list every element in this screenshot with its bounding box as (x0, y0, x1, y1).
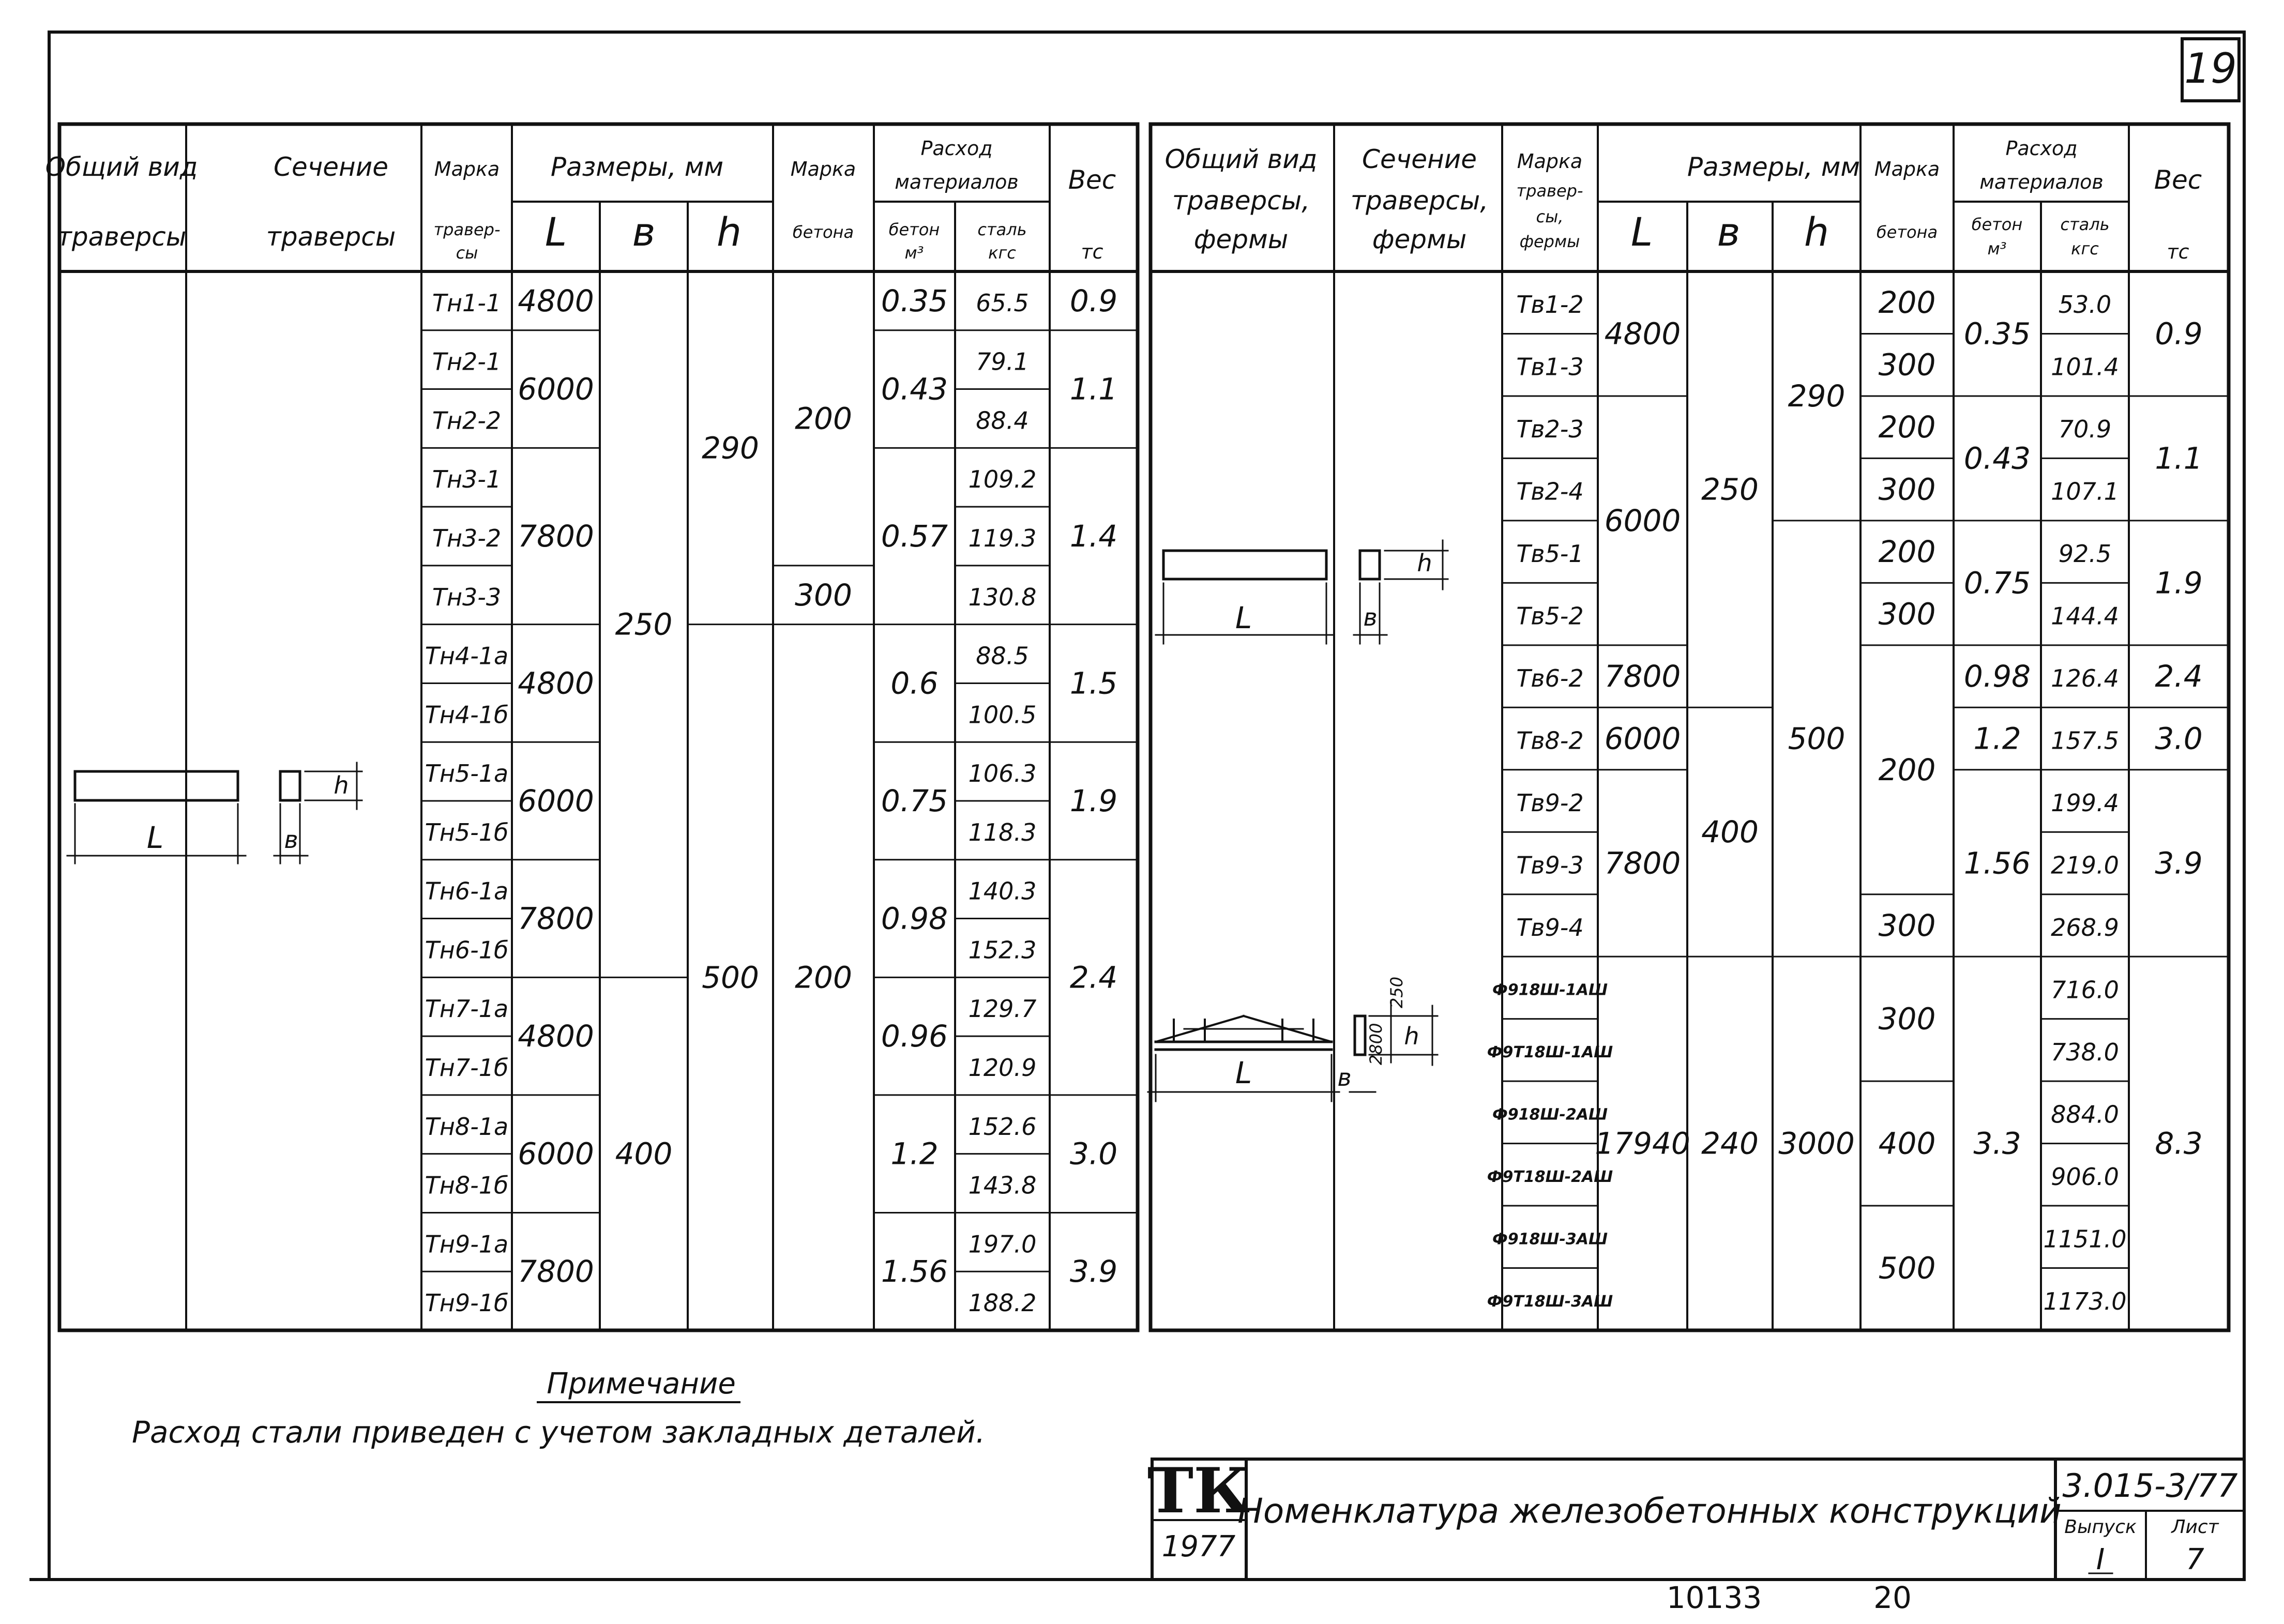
left-traverse-section-sketch (274, 763, 362, 863)
right-steel-cell: 219.0 (2051, 851, 2119, 879)
left-steel-cell: 197.0 (968, 1230, 1037, 1258)
left-header-mark-3: сы (456, 243, 478, 263)
right-mark-cell: Ф9Т18Ш-3АШ (1487, 1292, 1613, 1311)
left-header-mark-2: травер- (433, 220, 501, 239)
title-block-issue-label: Выпуск (2064, 1516, 2137, 1538)
left-header-mark: Марка (434, 158, 500, 180)
right-header-mark-4: фермы (1519, 232, 1580, 251)
right-concrete-value: 0.75 (1963, 565, 2031, 601)
right-grade-value: 300 (1878, 347, 1936, 383)
right-steel-cell: 268.9 (2051, 913, 2119, 942)
title-block (1147, 1454, 2244, 1580)
right-header-h: h (1804, 209, 1829, 255)
right-table-body (1487, 285, 2203, 1315)
left-header-concrete: бетон (888, 220, 940, 239)
right-truss-sketch-h: h (1404, 1022, 1419, 1050)
right-header-materials: Расход (2005, 137, 2078, 160)
right-header-weight: Вес (2154, 165, 2202, 195)
right-grade-value: 300 (1878, 907, 1936, 943)
left-header-general-view-2: траверсы (56, 222, 187, 252)
left-header-steel: сталь (977, 220, 1027, 239)
right-sketch-b: в (1363, 603, 1378, 631)
left-mark-cell: Тн4-1б (425, 701, 509, 729)
left-h-value: 500 (702, 960, 759, 995)
right-weight-value: 1.1 (2155, 441, 2203, 476)
left-mark-cell: Тн7-1б (425, 1054, 509, 1082)
right-header-b: в (1717, 209, 1741, 255)
left-L-value: 7800 (518, 901, 594, 936)
left-mark-cell: Тн2-1 (432, 347, 502, 376)
right-traverse-section-sketch (1354, 540, 1448, 644)
right-mark-cell: Ф9Т18Ш-2АШ (1487, 1167, 1613, 1186)
left-L-value: 6000 (518, 783, 594, 818)
right-header-steel-2: кгс (2071, 239, 2099, 259)
left-L-value: 4800 (518, 1019, 594, 1054)
left-header-b: в (632, 209, 656, 255)
left-header-grade-2: бетона (792, 222, 854, 242)
right-h-value: 290 (1788, 378, 1846, 414)
page-number: 19 (2184, 44, 2237, 93)
right-grade-value: 200 (1878, 285, 1936, 321)
right-steel-cell: 738.0 (2051, 1038, 2119, 1066)
left-weight-value: 3.0 (1069, 1136, 1118, 1172)
right-grade-value: 200 (1878, 752, 1936, 787)
right-mark-cell: Тв6-2 (1516, 664, 1584, 693)
right-h-value: 500 (1788, 721, 1846, 756)
left-weight-value: 1.9 (1069, 783, 1118, 818)
right-header-materials-2: материалов (1979, 171, 2104, 193)
right-steel-cell: 101.4 (2051, 353, 2119, 381)
left-steel-cell: 152.6 (968, 1112, 1037, 1141)
right-L-value: 7800 (1604, 845, 1681, 881)
right-header-concrete: бетон (1971, 215, 2023, 234)
left-mark-cell: Тн9-1а (425, 1230, 509, 1258)
left-L-value: 7800 (518, 519, 594, 554)
left-sketch-L: L (146, 820, 164, 855)
right-grade-value: 300 (1878, 1001, 1936, 1037)
title-block-title: Номенклатура железобетонных конструкций (1237, 1491, 2062, 1531)
left-header-grade: Марка (790, 158, 856, 180)
right-header-section-2: траверсы, (1350, 186, 1489, 216)
left-steel-cell: 140.3 (968, 877, 1037, 905)
left-concrete-value: 0.35 (881, 283, 948, 318)
right-truss-sketch-L: L (1235, 1055, 1252, 1090)
right-grade-value: 200 (1878, 409, 1936, 445)
right-mark-cell: Ф918Ш-1АШ (1492, 981, 1608, 999)
left-header-section-2: траверсы (266, 222, 396, 252)
right-table-header (1165, 137, 2202, 263)
left-L-value: 4800 (518, 665, 594, 701)
left-concrete-value: 0.98 (881, 901, 948, 936)
right-concrete-value: 3.3 (1973, 1126, 2021, 1161)
right-header-grade-2: бетона (1876, 222, 1938, 242)
left-concrete-value: 1.56 (881, 1254, 948, 1289)
right-grade-value: 300 (1878, 472, 1936, 507)
right-steel-cell: 144.4 (2051, 602, 2119, 630)
left-mark-cell: Тн5-1а (425, 760, 509, 788)
left-header-section: Сечение (274, 152, 388, 182)
note-text: Расход стали приведен с учетом закладных деталей. (132, 1415, 986, 1450)
right-steel-cell: 716.0 (2051, 976, 2119, 1004)
right-header-weight-2: тс (2167, 240, 2189, 263)
right-h-value: 3000 (1778, 1126, 1855, 1161)
right-L-value: 6000 (1604, 503, 1681, 538)
left-steel-cell: 88.5 (976, 642, 1029, 670)
left-steel-cell: 152.3 (968, 936, 1037, 964)
right-header-steel: сталь (2060, 215, 2110, 234)
left-grade-value: 300 (795, 577, 852, 613)
right-header-dims: Размеры, мм (1687, 152, 1861, 182)
left-b-value: 400 (615, 1136, 673, 1172)
left-header-concrete-2: м³ (904, 243, 924, 263)
left-L-value: 6000 (518, 1136, 594, 1172)
title-block-issue: I (2096, 1543, 2105, 1576)
right-mark-cell: Тв5-1 (1516, 540, 1584, 568)
left-mark-cell: Тн7-1а (425, 995, 509, 1023)
left-L-value: 6000 (518, 371, 594, 407)
left-header-h: h (716, 209, 742, 255)
right-mark-cell: Тв2-3 (1516, 415, 1584, 444)
right-steel-cell: 906.0 (2051, 1162, 2119, 1191)
left-concrete-value: 1.2 (890, 1136, 939, 1172)
right-mark-cell: Тв8-2 (1516, 726, 1584, 755)
left-sketch-h: h (334, 771, 349, 799)
right-mark-cell: Тв2-4 (1516, 477, 1584, 506)
left-steel-cell: 106.3 (968, 760, 1037, 788)
right-weight-value: 3.9 (2155, 845, 2203, 881)
left-mark-cell: Тн5-1б (425, 818, 509, 846)
right-header-grade: Марка (1874, 158, 1940, 180)
right-b-value: 400 (1701, 814, 1759, 850)
right-weight-value: 3.0 (2155, 721, 2203, 756)
right-header-mark-2: травер- (1516, 181, 1583, 201)
left-mark-cell: Тн8-1б (425, 1171, 509, 1200)
right-header-general-view-2: траверсы, (1172, 186, 1310, 216)
right-concrete-value: 1.2 (1973, 721, 2021, 756)
left-header-materials: Расход (920, 137, 993, 160)
left-mark-cell: Тн8-1а (425, 1112, 509, 1141)
left-header-weight-2: тс (1081, 240, 1103, 263)
right-traverse-view-sketch (1156, 551, 1334, 644)
left-L-value: 4800 (518, 283, 594, 318)
right-grade-value: 400 (1878, 1126, 1936, 1161)
left-L-value: 7800 (518, 1254, 594, 1289)
title-block-sheet: 7 (2186, 1543, 2204, 1576)
left-grade-value: 200 (795, 960, 852, 995)
right-truss-sketch-d1: 250 (1387, 976, 1406, 1008)
left-steel-cell: 143.8 (968, 1171, 1037, 1200)
right-mark-cell: Тв9-2 (1516, 789, 1584, 817)
right-weight-value: 2.4 (2155, 659, 2203, 694)
right-sketch-L: L (1235, 600, 1252, 635)
left-header-L: L (544, 209, 567, 255)
right-b-value: 240 (1701, 1126, 1759, 1161)
right-mark-cell: Ф918Ш-2АШ (1492, 1105, 1608, 1124)
left-concrete-value: 0.43 (881, 371, 948, 407)
left-steel-cell: 65.5 (976, 289, 1029, 317)
right-mark-cell: Ф9Т18Ш-1АШ (1487, 1043, 1613, 1061)
right-grade-value: 300 (1878, 596, 1936, 632)
title-block-sheet-label: Лист (2171, 1516, 2219, 1538)
right-b-value: 250 (1701, 472, 1759, 507)
left-weight-value: 2.4 (1069, 960, 1118, 995)
left-steel-cell: 109.2 (968, 465, 1037, 494)
left-steel-cell: 120.9 (968, 1054, 1037, 1082)
left-concrete-value: 0.57 (881, 519, 948, 554)
right-L-value: 7800 (1604, 659, 1681, 694)
right-header-section: Сечение (1362, 144, 1477, 174)
right-weight-value: 0.9 (2155, 316, 2203, 352)
right-grade-value: 200 (1878, 534, 1936, 570)
left-weight-value: 1.5 (1069, 665, 1118, 701)
right-mark-cell: Ф918Ш-3АШ (1492, 1230, 1608, 1249)
left-weight-value: 3.9 (1069, 1254, 1118, 1289)
left-steel-cell: 100.5 (968, 701, 1037, 729)
left-steel-cell: 188.2 (968, 1289, 1037, 1317)
left-steel-cell: 130.8 (968, 583, 1037, 611)
title-block-code: 3.015-3/77 (2062, 1467, 2238, 1505)
right-header-L: L (1630, 209, 1653, 255)
footer-stamp-b: 20 (1873, 1580, 1912, 1615)
left-traverse-view-sketch (67, 771, 246, 863)
right-header-mark-3: сы, (1536, 207, 1564, 226)
title-block-org: ТК (1147, 1454, 1250, 1527)
right-concrete-value: 1.56 (1963, 845, 2031, 881)
right-steel-cell: 1151.0 (2043, 1225, 2127, 1253)
right-steel-cell: 157.5 (2051, 726, 2119, 755)
left-weight-value: 1.4 (1069, 519, 1118, 554)
right-header-mark: Марка (1517, 150, 1583, 173)
left-mark-cell: Тн6-1а (425, 877, 509, 905)
left-steel-cell: 79.1 (976, 347, 1029, 376)
right-L-value: 4800 (1604, 316, 1681, 352)
right-steel-cell: 884.0 (2051, 1100, 2119, 1129)
note-title: Примечание (547, 1367, 736, 1401)
left-mark-cell: Тн3-3 (432, 583, 502, 611)
left-steel-cell: 119.3 (968, 524, 1037, 552)
right-steel-cell: 107.1 (2051, 477, 2119, 506)
right-steel-cell: 70.9 (2058, 415, 2112, 444)
right-steel-cell: 53.0 (2058, 291, 2112, 319)
left-mark-cell: Тн6-1б (425, 936, 509, 964)
right-truss-sketch-d2: 2800 (1366, 1023, 1386, 1065)
left-header-weight: Вес (1068, 165, 1116, 195)
note-block (132, 1367, 985, 1450)
left-mark-cell: Тн1-1 (432, 289, 502, 317)
left-header-general-view: Общий вид (45, 152, 198, 182)
left-concrete-value: 0.96 (881, 1019, 948, 1054)
left-mark-cell: Тн9-1б (425, 1289, 509, 1317)
left-header-dims: Размеры, мм (550, 152, 724, 182)
right-mark-cell: Тв1-2 (1516, 291, 1584, 319)
right-header-general-view-3: фермы (1193, 224, 1289, 254)
left-grade-value: 200 (795, 401, 852, 436)
left-concrete-value: 0.75 (881, 783, 948, 818)
right-mark-cell: Тв9-3 (1516, 851, 1584, 879)
right-L-value: 17940 (1595, 1126, 1690, 1161)
right-header-concrete-2: м³ (1987, 239, 2007, 259)
right-concrete-value: 0.98 (1963, 659, 2031, 694)
right-L-value: 6000 (1604, 721, 1681, 756)
page-number-box (2182, 39, 2239, 101)
right-sketch-h: h (1417, 549, 1432, 577)
left-mark-cell: Тн3-2 (432, 524, 502, 552)
left-steel-cell: 129.7 (968, 995, 1037, 1023)
left-weight-value: 0.9 (1069, 283, 1118, 318)
right-steel-cell: 1173.0 (2043, 1287, 2127, 1315)
right-concrete-value: 0.43 (1963, 441, 2031, 476)
left-header-materials-2: материалов (895, 171, 1019, 193)
left-header-steel-2: кгс (988, 243, 1016, 263)
right-header-section-3: фермы (1372, 224, 1467, 254)
footer-stamp-a: 10133 (1666, 1580, 1762, 1615)
left-weight-value: 1.1 (1069, 371, 1118, 407)
right-mark-cell: Тв1-3 (1516, 353, 1584, 381)
left-mark-cell: Тн4-1а (425, 642, 509, 670)
right-truss-view-sketch (1148, 1016, 1339, 1101)
left-steel-cell: 88.4 (976, 406, 1029, 435)
left-concrete-value: 0.6 (890, 665, 939, 701)
title-block-year: 1977 (1161, 1530, 1236, 1564)
right-steel-cell: 199.4 (2051, 789, 2119, 817)
left-sketch-b: в (284, 826, 298, 854)
left-mark-cell: Тн2-2 (432, 406, 502, 435)
right-steel-cell: 126.4 (2051, 664, 2119, 693)
right-mark-cell: Тв5-2 (1516, 602, 1584, 630)
right-weight-value: 1.9 (2155, 565, 2203, 601)
right-grade-value: 500 (1878, 1250, 1936, 1286)
right-concrete-value: 0.35 (1963, 316, 2031, 352)
right-truss-sketch-b: в (1337, 1064, 1352, 1091)
right-weight-value: 8.3 (2155, 1126, 2203, 1161)
right-steel-cell: 92.5 (2058, 540, 2112, 568)
left-steel-cell: 118.3 (968, 818, 1037, 846)
left-h-value: 290 (702, 430, 759, 466)
right-mark-cell: Тв9-4 (1516, 913, 1584, 942)
left-mark-cell: Тн3-1 (432, 465, 502, 494)
right-truss-section-sketch (1337, 977, 1438, 1092)
right-header-general-view: Общий вид (1164, 144, 1318, 174)
left-b-value: 250 (615, 606, 673, 642)
